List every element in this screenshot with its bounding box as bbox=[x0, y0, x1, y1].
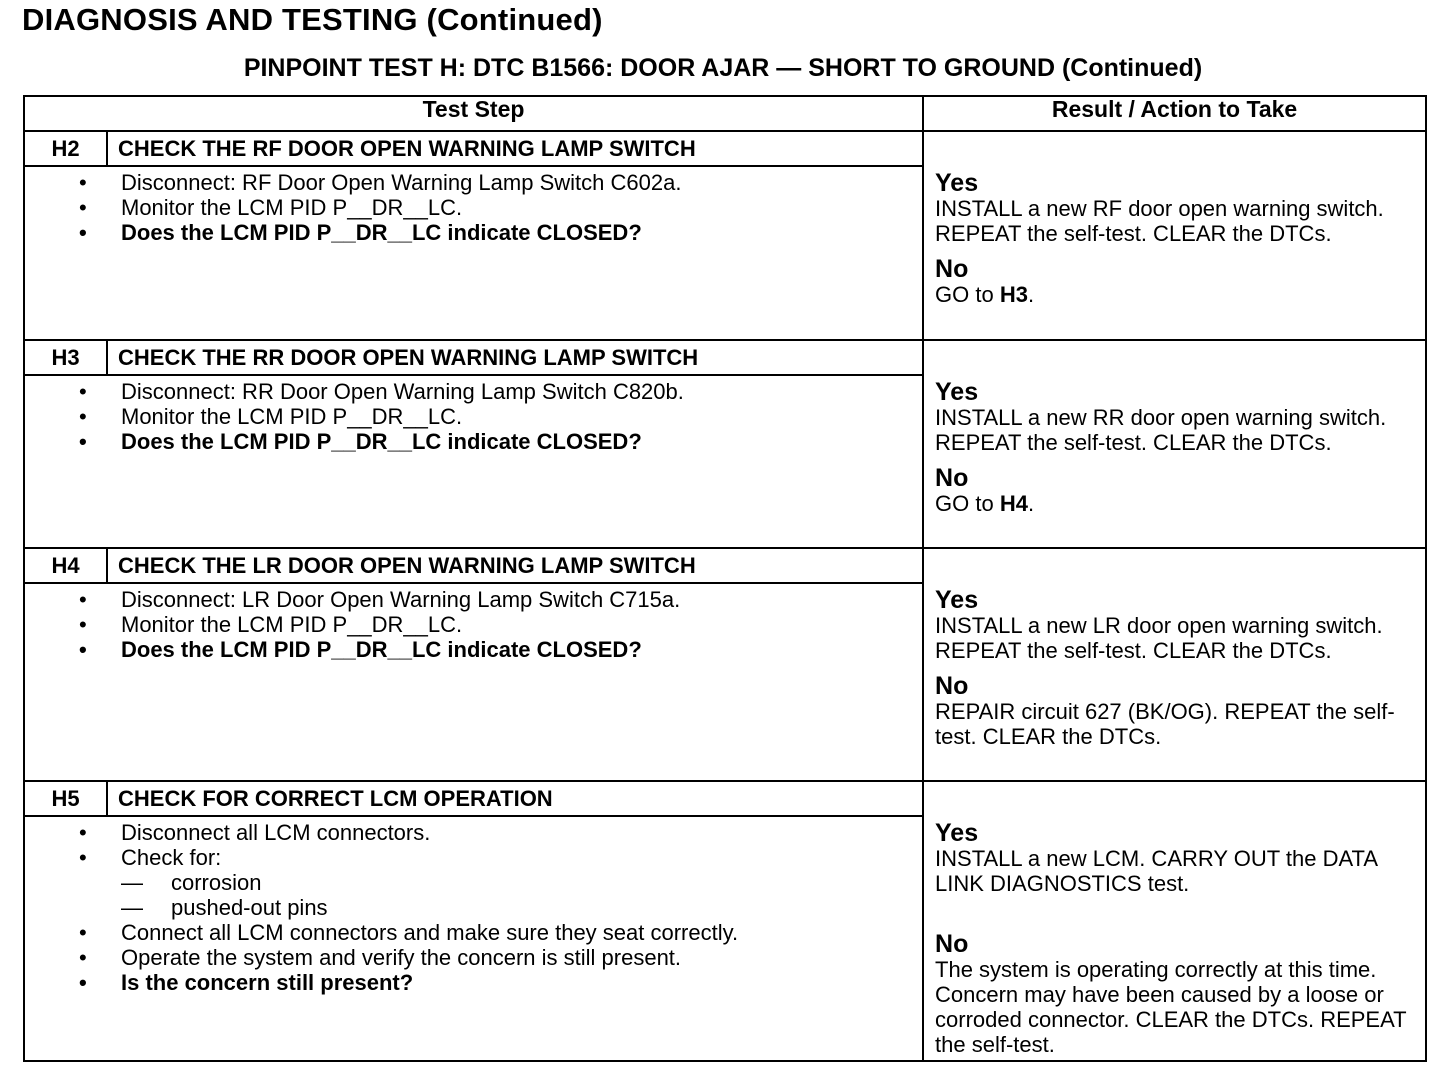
result-action-header: Result / Action to Take bbox=[923, 96, 1426, 131]
yes-label: Yes bbox=[935, 586, 979, 614]
list-item: • Does the LCM PID P__DR__LC indicate CLOSED? bbox=[79, 220, 642, 245]
step-title: CHECK FOR CORRECT LCM OPERATION bbox=[107, 781, 923, 816]
yes-action: INSTALL a new LCM. CARRY OUT the DATA LINK DIAGNOSTICS test. bbox=[935, 846, 1377, 896]
step-h3-title-row bbox=[24, 340, 1426, 375]
sub-list-item: — corrosion bbox=[121, 870, 262, 895]
list-item: • Does the LCM PID P__DR__LC indicate CLOSED? bbox=[79, 637, 642, 662]
step-h2-result bbox=[923, 131, 1426, 340]
list-item: • Operate the system and verify the concern is still present. bbox=[79, 945, 682, 970]
list-item: • Disconnect all LCM connectors. bbox=[79, 820, 431, 845]
yes-action: INSTALL a new RF door open warning switch. REPEAT the self-test. CLEAR the DTCs. bbox=[935, 196, 1384, 246]
step-title: CHECK THE RR DOOR OPEN WARNING LAMP SWITCH bbox=[107, 340, 923, 375]
no-action: The system is operating correctly at this time. Concern may have been caused by a loose or corroded connector. CLEAR the DTCs. REPEAT the self-test. bbox=[935, 957, 1407, 1057]
no-action: GO to H4. bbox=[935, 491, 1035, 516]
list-item: • Monitor the LCM PID P__DR__LC. bbox=[79, 195, 463, 220]
step-h2-title-row bbox=[24, 131, 1426, 166]
step-h5-title-row bbox=[24, 781, 1426, 816]
step-h4-title-row bbox=[24, 548, 1426, 583]
table-header-row bbox=[24, 96, 1426, 131]
list-item: • Monitor the LCM PID P__DR__LC. bbox=[79, 404, 463, 429]
step-h3-result bbox=[923, 340, 1426, 548]
step-id: H3 bbox=[24, 340, 107, 375]
no-label: No bbox=[935, 930, 969, 958]
step-id: H2 bbox=[24, 131, 107, 166]
yes-label: Yes bbox=[935, 169, 979, 197]
no-action: GO to H3. bbox=[935, 282, 1035, 307]
list-item: • Disconnect: RR Door Open Warning Lamp Switch C820b. bbox=[79, 379, 684, 404]
list-item: • Is the concern still present? bbox=[79, 970, 414, 995]
step-id: H5 bbox=[24, 781, 107, 816]
no-label: No bbox=[935, 672, 969, 700]
no-label: No bbox=[935, 464, 969, 492]
no-label: No bbox=[935, 255, 969, 283]
step-title: CHECK THE RF DOOR OPEN WARNING LAMP SWITCH bbox=[107, 131, 923, 166]
step-title: CHECK THE LR DOOR OPEN WARNING LAMP SWITCH bbox=[107, 548, 923, 583]
step-id: H4 bbox=[24, 548, 107, 583]
list-item: • Connect all LCM connectors and make sure they seat correctly. bbox=[79, 920, 739, 945]
yes-label: Yes bbox=[935, 819, 979, 847]
page-title: DIAGNOSIS AND TESTING (Continued) bbox=[22, 2, 603, 37]
list-item: • Monitor the LCM PID P__DR__LC. bbox=[79, 612, 463, 637]
list-item: • Does the LCM PID P__DR__LC indicate CLOSED? bbox=[79, 429, 642, 454]
pinpoint-test-table bbox=[23, 95, 1427, 1062]
yes-action: INSTALL a new RR door open warning switch. REPEAT the self-test. CLEAR the DTCs. bbox=[935, 405, 1387, 455]
test-step-header: Test Step bbox=[24, 96, 923, 131]
step-h3-instructions bbox=[24, 375, 923, 548]
list-item: • Disconnect: LR Door Open Warning Lamp Switch C715a. bbox=[79, 587, 681, 612]
step-h2-instructions bbox=[24, 166, 923, 340]
step-h4-result bbox=[923, 548, 1426, 781]
step-h5-result bbox=[923, 781, 1426, 1061]
no-action: REPAIR circuit 627 (BK/OG). REPEAT the self-test. CLEAR the DTCs. bbox=[935, 699, 1395, 749]
yes-label: Yes bbox=[935, 378, 979, 406]
pinpoint-test-subtitle: PINPOINT TEST H: DTC B1566: DOOR AJAR — SHORT TO GROUND (Continued) bbox=[243, 54, 1203, 82]
list-item: • Check for: — corrosion — pushed-out pins bbox=[121, 845, 922, 920]
yes-action: INSTALL a new LR door open warning switch. REPEAT the self-test. CLEAR the DTCs. bbox=[935, 613, 1383, 663]
list-item: • Disconnect: RF Door Open Warning Lamp Switch C602a. bbox=[79, 170, 682, 195]
step-h5-instructions bbox=[24, 816, 923, 1061]
step-h4-instructions bbox=[24, 583, 923, 781]
sub-list-item: — pushed-out pins bbox=[121, 895, 328, 920]
